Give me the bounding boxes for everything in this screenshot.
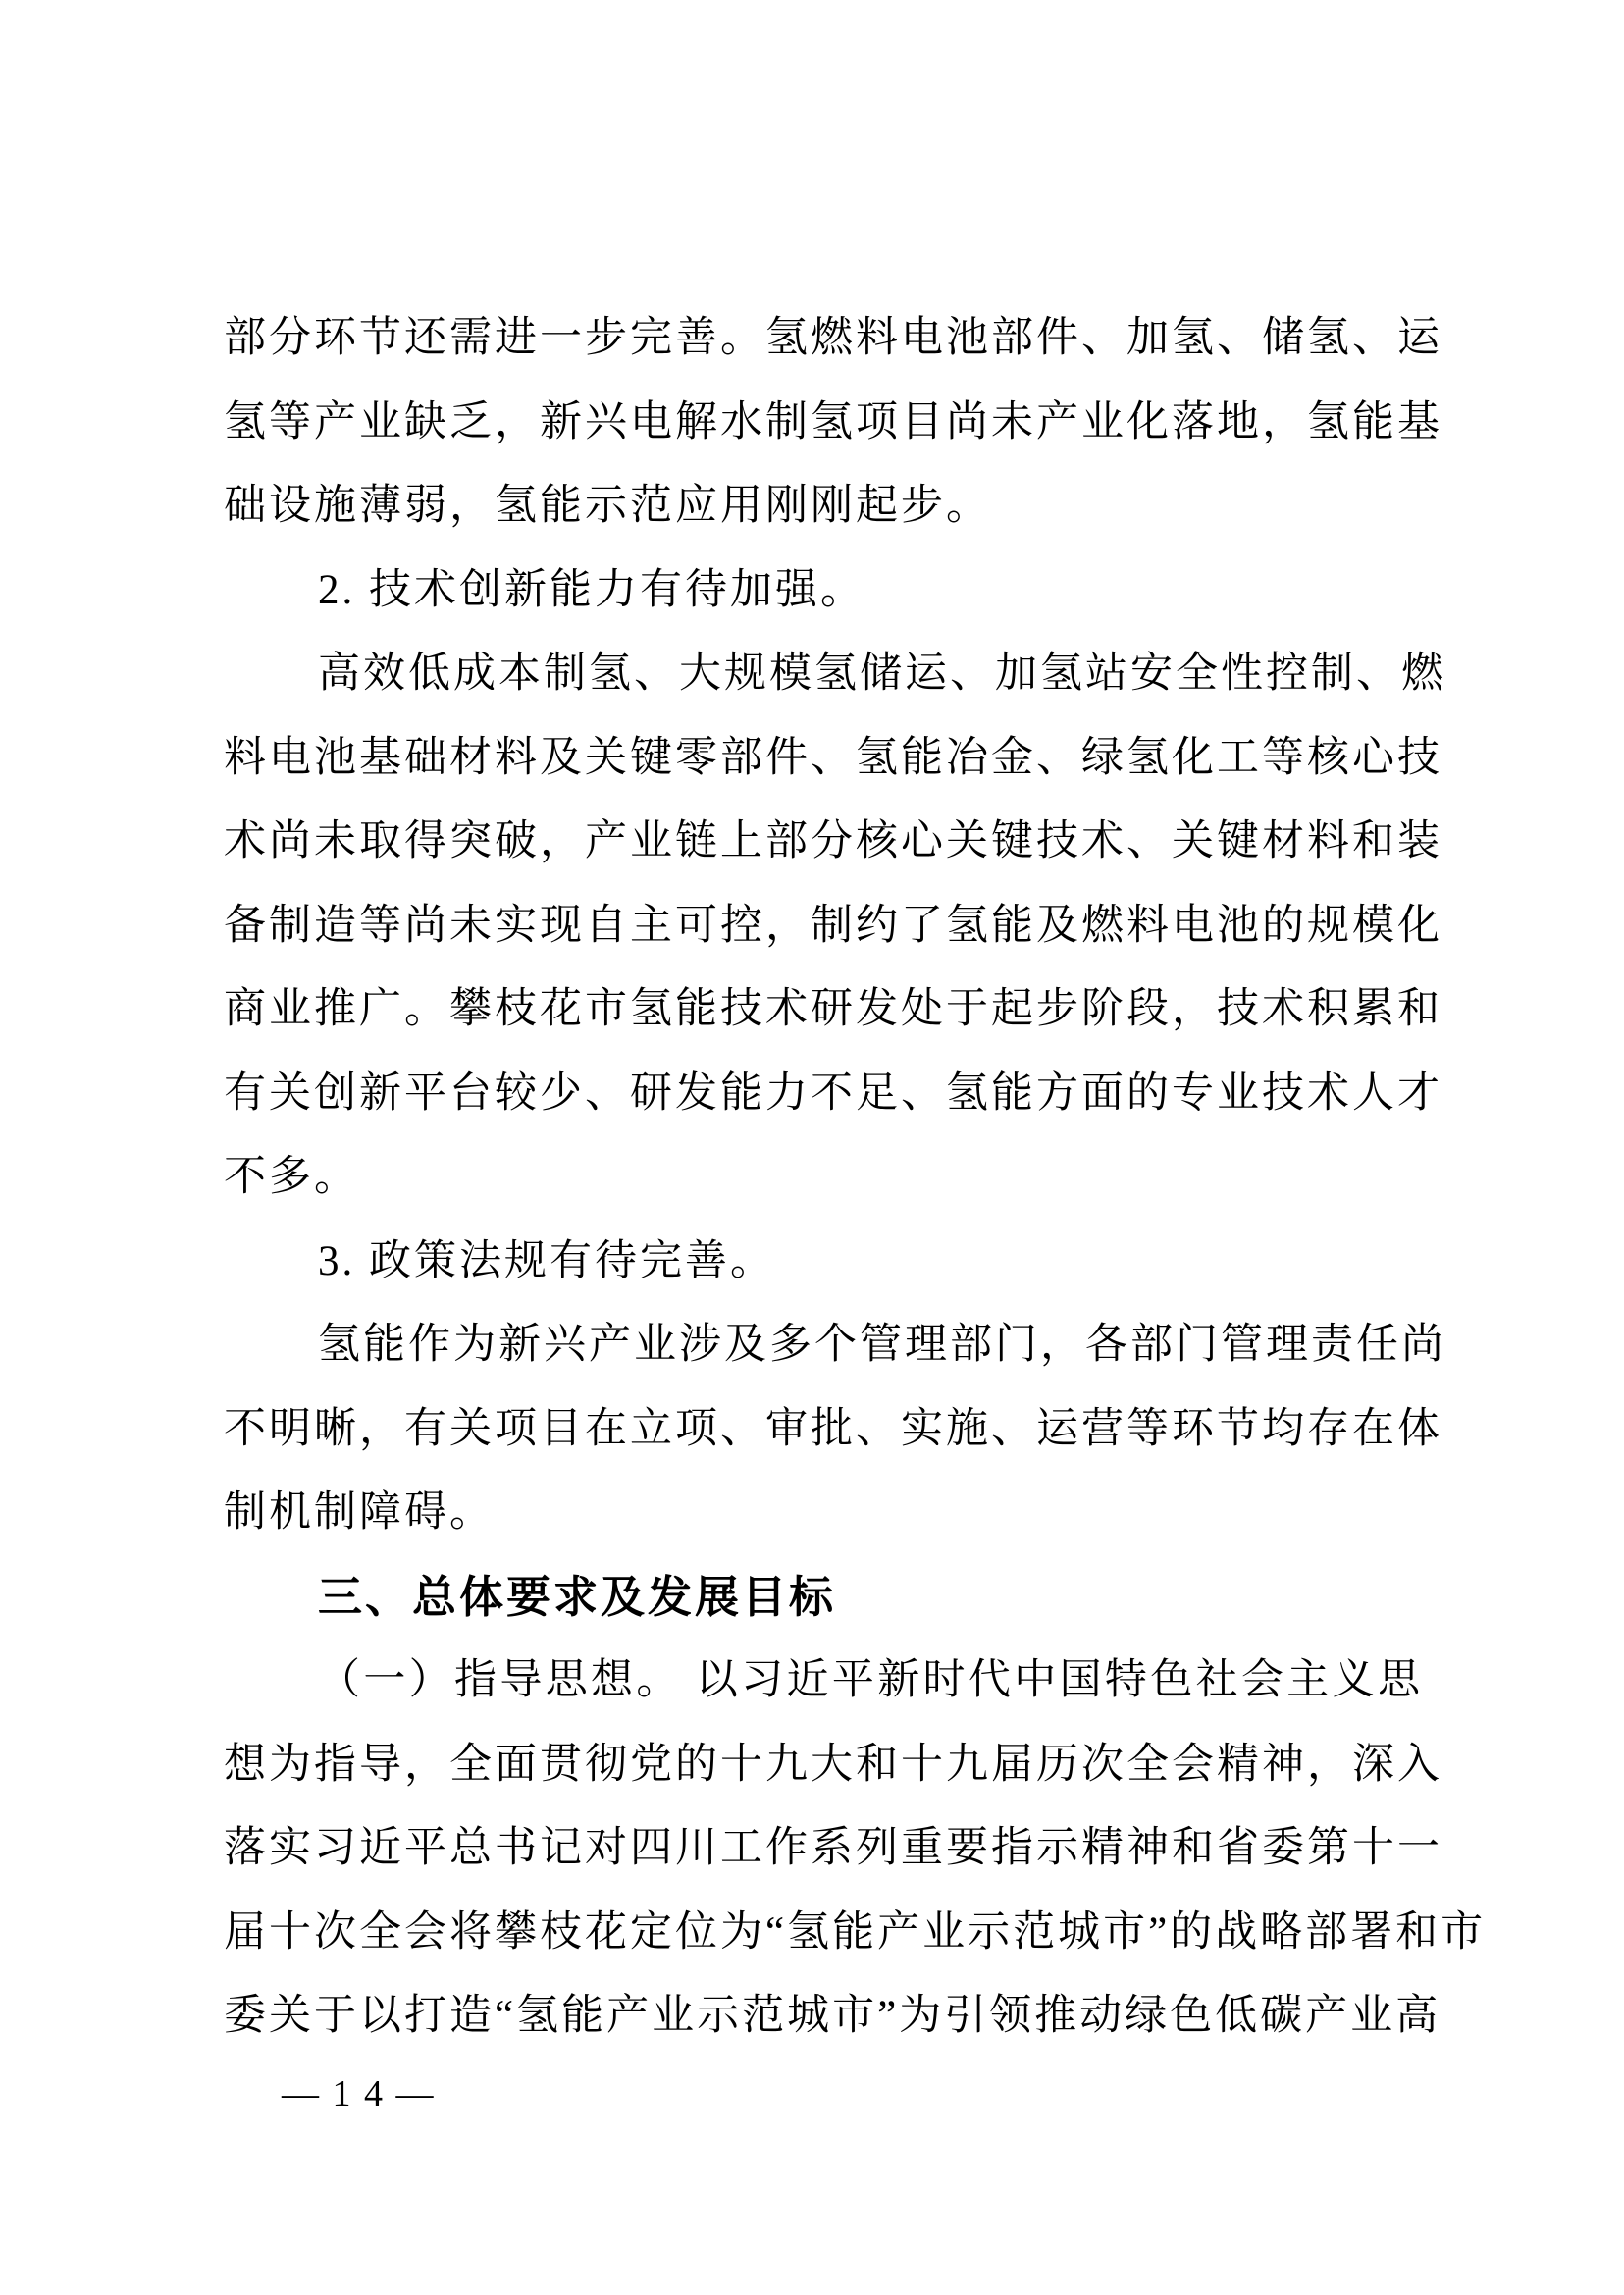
body-text-line: 氢等产业缺乏，新兴电解水制氢项目尚未产业化落地，氢能基 — [224, 398, 1442, 445]
body-text-line: 高效低成本制氢、大规模氢储运、加氢站安全性控制、燃 — [318, 651, 1446, 697]
body-text-line: 不明晰，有关项目在立项、审批、实施、运营等环节均存在体 — [224, 1405, 1442, 1452]
body-text-line: 落实习近平总书记对四川工作系列重要指示精神和省委第十一 — [224, 1825, 1442, 1871]
body-text-line: 氢能作为新兴产业涉及多个管理部门，各部门管理责任尚 — [318, 1322, 1446, 1368]
section-3-heading: 三、总体要求及发展目标 — [318, 1571, 837, 1622]
body-text-line: 术尚未取得突破，产业链上部分核心关键技术、关键材料和装 — [224, 818, 1442, 864]
item-2-heading-line: 2. 技术创新能力有待加强。 — [318, 566, 865, 613]
body-text-line: 料电池基础材料及关键零部件、氢能冶金、绿氢化工等核心技 — [224, 734, 1442, 781]
body-text-line: 不多。 — [224, 1154, 359, 1200]
body-text-line: 届十次全会将攀枝花定位为“氢能产业示范城市”的战略部署和市 — [224, 1908, 1487, 1956]
body-text-line: 础设施薄弱，氢能示范应用刚刚起步。 — [224, 483, 991, 529]
guiding-ideology-line: （一）指导思想。 以习近平新时代中国特色社会主义思 — [318, 1657, 1423, 1703]
body-text-line: 想为指导，全面贯彻党的十九大和十九届历次全会精神，深入 — [224, 1741, 1442, 1788]
body-text-line: 部分环节还需进一步完善。氢燃料电池部件、加氢、储氢、运 — [224, 315, 1442, 361]
body-text-line: 有关创新平台较少、研发能力不足、氢能方面的专业技术人才 — [224, 1069, 1442, 1117]
item-3-heading-line: 3. 政策法规有待完善。 — [318, 1237, 775, 1284]
body-text-line: 备制造等尚未实现自主可控，制约了氢能及燃料电池的规模化 — [224, 902, 1442, 949]
page-number: — 1 4 — — [282, 2073, 436, 2114]
body-text-line: 商业推广。攀枝花市氢能技术研发处于起步阶段，技术积累和 — [224, 986, 1442, 1032]
body-text-line: 制机制障碍。 — [224, 1489, 495, 1536]
document-body — [224, 296, 1487, 2059]
body-text-line: 委关于以打造“氢能产业示范城市”为引领推动绿色低碳产业高 — [224, 1993, 1441, 2039]
